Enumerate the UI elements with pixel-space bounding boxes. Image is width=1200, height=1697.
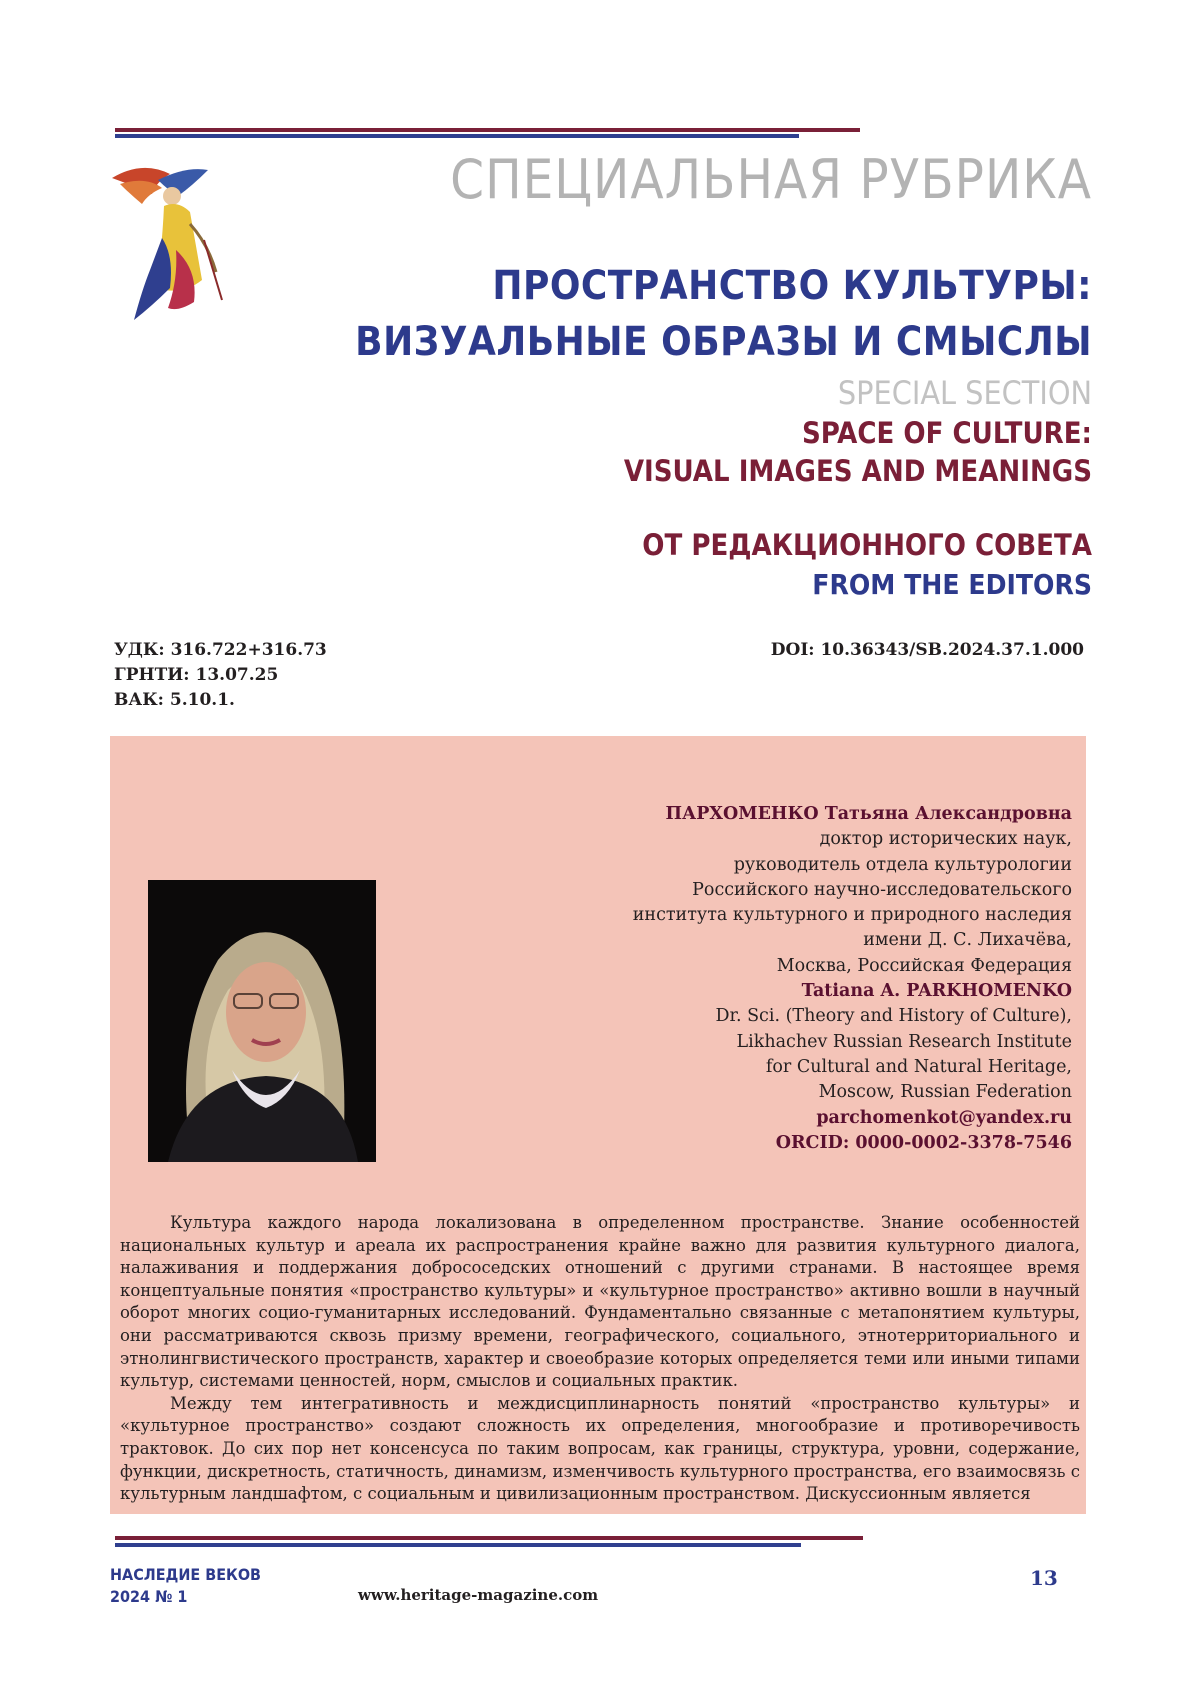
top-rule-red bbox=[115, 128, 860, 132]
author-info bbox=[633, 802, 1072, 1156]
author-email[interactable]: parchomenkot@yandex.ru bbox=[816, 1107, 1072, 1128]
section-title-en bbox=[624, 414, 1092, 490]
vak-code: ВАК: 5.10.1. bbox=[114, 690, 235, 710]
article-body bbox=[120, 1212, 1080, 1506]
classification-codes bbox=[114, 638, 327, 713]
author-portrait-icon bbox=[148, 880, 376, 1162]
bottom-rule-red bbox=[115, 1536, 863, 1540]
grnti-code: ГРНТИ: 13.07.25 bbox=[114, 665, 279, 685]
footer-journal bbox=[110, 1564, 261, 1608]
author-orcid[interactable]: ORCID: 0000-0002-3378-7546 bbox=[775, 1132, 1072, 1153]
page-number: 13 bbox=[1030, 1566, 1058, 1590]
angel-emblem-icon bbox=[112, 160, 240, 332]
udk-code: УДК: 316.722+316.73 bbox=[114, 640, 327, 660]
author-affil-ru-4: института культурного и природного наследия bbox=[632, 905, 1072, 926]
author-affil-en-4: Moscow, Russian Federation bbox=[818, 1082, 1072, 1103]
author-affil-ru-3: Российского научно-исследовательского bbox=[692, 879, 1072, 900]
author-affil-ru-2: руководитель отдела культурологии bbox=[733, 854, 1072, 875]
author-name-ru: ПАРХОМЕНКО Татьяна Александровна bbox=[665, 804, 1072, 824]
section-title-ru-line1: ПРОСТРАНСТВО КУЛЬТУРЫ: bbox=[492, 263, 1092, 309]
section-title-en-line1: SPACE OF CULTURE: bbox=[801, 416, 1092, 450]
bottom-rule-blue bbox=[115, 1543, 801, 1547]
author-photo bbox=[148, 880, 376, 1162]
section-title-ru-line2: ВИЗУАЛЬНЫЕ ОБРАЗЫ И СМЫСЛЫ bbox=[355, 319, 1092, 365]
body-paragraph-1: Культура каждого народа локализована в определенном пространстве. Знание особенностей национальных культур и ареала их распространения крайне важно для развития культурного диалога, налаживания и поддержания добрососедских отношений с другими странами. В настоящее время концептуальные понятия «пространство культуры» и «культурное пространство» активно вошли в научный оборот многих социо-гуманитарных исследований. Фундаментально связанные с метапонятием культуры, они рассматриваются сквозь призму времени, географического, социального, этнотерриториального и этнолингвистического пространств, характер и своеобразие которых определяется теми или иными типами культур, системами ценностей, норм, смыслов и социальных практик. bbox=[120, 1213, 1080, 1391]
author-affil-en-3: for Cultural and Natural Heritage, bbox=[765, 1056, 1072, 1077]
author-affil-ru-1: доктор исторических наук, bbox=[819, 829, 1072, 850]
journal-name: НАСЛЕДИЕ ВЕКОВ bbox=[110, 1565, 262, 1584]
section-label-en: SPECIAL SECTION bbox=[837, 374, 1092, 412]
top-rule-blue bbox=[115, 134, 799, 138]
body-paragraph-2: Между тем интегративность и междисциплинарность понятий «пространство культуры» и «культурное пространство» создают сложность их определения, многообразие и противоречивость трактовок. До сих пор нет консенсуса по таким вопросам, как границы, структура, уровни, содержание, функции, дискретность, статичность, динамизм, изменчивость культурного пространства, его взаимосвязь с культурным ландшафтом, с социальным и цивилизационным пространством. Дискуссионным является bbox=[120, 1393, 1080, 1504]
editors-heading-en: FROM THE EDITORS bbox=[812, 568, 1092, 601]
author-affil-en-2: Likhachev Russian Research Institute bbox=[736, 1031, 1072, 1052]
section-title-en-line2: VISUAL IMAGES AND MEANINGS bbox=[623, 454, 1092, 488]
author-affil-ru-6: Москва, Российская Федерация bbox=[776, 955, 1072, 976]
section-label-ru: СПЕЦИАЛЬНАЯ РУБРИКА bbox=[450, 148, 1092, 211]
doi: DOI: 10.36343/SB.2024.37.1.000 bbox=[770, 640, 1084, 660]
footer-url[interactable]: www.heritage-magazine.com bbox=[358, 1586, 599, 1604]
journal-issue: 2024 № 1 bbox=[110, 1587, 188, 1606]
author-affil-en-1: Dr. Sci. (Theory and History of Culture), bbox=[715, 1006, 1072, 1027]
editors-heading-ru: ОТ РЕДАКЦИОННОГО СОВЕТА bbox=[642, 528, 1092, 562]
author-name-en: Tatiana A. PARKHOMENKO bbox=[801, 981, 1072, 1002]
section-title-ru bbox=[355, 258, 1092, 370]
author-affil-ru-5: имени Д. С. Лихачёва, bbox=[863, 930, 1072, 951]
